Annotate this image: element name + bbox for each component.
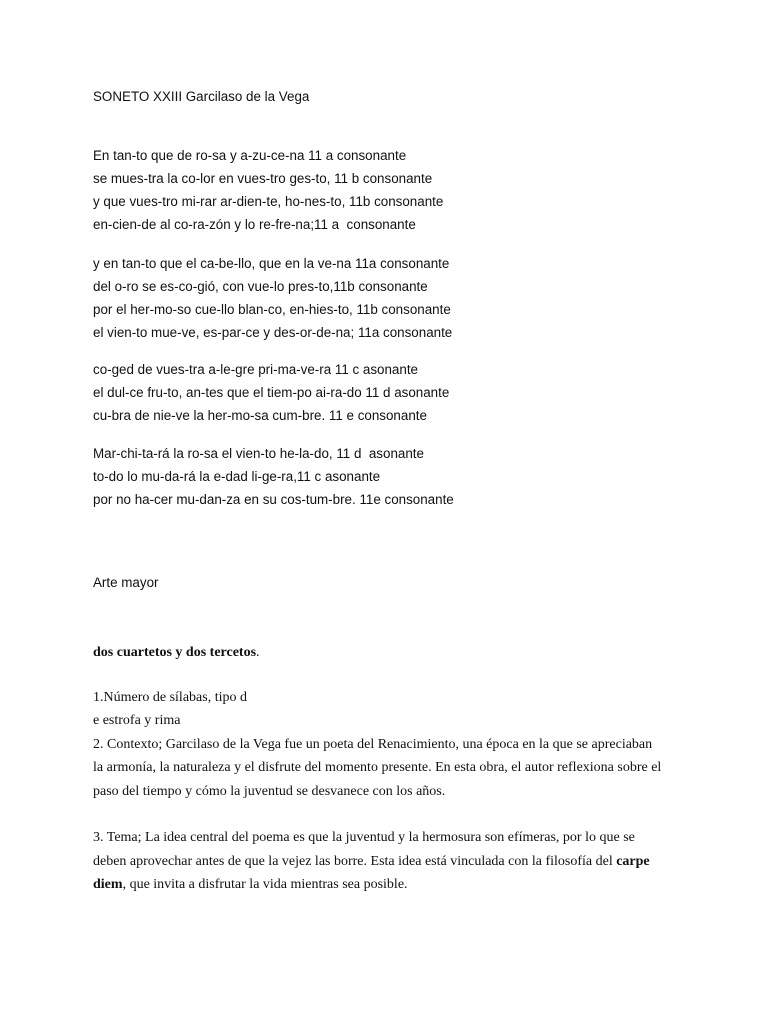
arte-mayor-label: Arte mayor — [93, 575, 159, 590]
verse-line: por no ha-cer mu-dan-za en su cos-tum-bre. 11e consonante — [93, 492, 454, 507]
analysis-section — [93, 686, 693, 897]
verse-line: se mues-tra la co-lor en vues-tro ges-to, 11 b consonante — [93, 171, 433, 186]
stanza-2 — [93, 252, 452, 344]
verse-line: el vien-to mue-ve, es-par-ce y des-or-de-na; 11a consonante — [93, 325, 453, 340]
verse-line: y que vues-tro mi-rar ar-dien-te, ho-nes-to, 11b consonante — [93, 194, 444, 209]
verse-line: por el her-mo-so cue-llo blan-co, en-hies-to, 11b consonante — [93, 302, 451, 317]
analysis-item-3-line-2 — [93, 850, 693, 873]
document-page — [93, 0, 693, 1024]
verse-line: del o-ro se es-co-gió, con vue-lo pres-to,11b consonante — [93, 279, 428, 294]
analysis-item-1-line-2: e estrofa y rima — [93, 713, 181, 729]
analysis-item-3-text-end: , que invita a disfrutar la vida mientras sea posible. — [122, 877, 408, 893]
stanza-3 — [93, 358, 449, 427]
verse-line: Mar-chi-ta-rá la ro-sa el vien-to he-la-do, 11 d asonante — [93, 446, 424, 461]
stanza-form-line — [93, 641, 260, 664]
verse-line: En tan-to que de ro-sa y a-zu-ce-na 11 a consonante — [93, 148, 407, 163]
carpe-bold: carpe — [616, 853, 650, 869]
analysis-item-2-line: 2. Contexto; Garcilaso de la Vega fue un poeta del Renacimiento, una época en la que se apreciaban — [93, 736, 653, 752]
diem-bold: diem — [93, 877, 123, 893]
stanza-4 — [93, 442, 454, 511]
analysis-item-1-line-1: 1.Número de sílabas, tipo d — [93, 690, 247, 705]
poem-title: SONETO XXIII Garcilaso de la Vega — [93, 89, 310, 104]
analysis-item-2-line: paso del tiempo y cómo la juventud se desvanece con los años. — [93, 783, 446, 799]
stanza-1 — [93, 144, 443, 236]
analysis-item-3-line-1: 3. Tema; La idea central del poema es que la juventud y la hermosura son efímeras, por lo que se — [93, 830, 635, 846]
verse-line: to-do lo mu-da-rá la e-dad li-ge-ra,11 c asonante — [93, 469, 381, 484]
verse-line: en-cien-de al co-ra-zón y lo re-fre-na;11 a consonante — [93, 217, 416, 232]
verse-line: y en tan-to que el ca-be-llo, que en la ve-na 11a consonante — [93, 256, 450, 271]
analysis-item-2-line: la armonía, la naturaleza y el disfrute del momento presente. En esta obra, el autor reflexiona sobre el — [93, 760, 662, 776]
verse-line: cu-bra de nie-ve la her-mo-sa cum-bre. 11 e consonante — [93, 408, 427, 423]
verse-line: el dul-ce fru-to, an-tes que el tiem-po ai-ra-do 11 d asonante — [93, 385, 450, 400]
stanza-form-period: . — [256, 645, 260, 660]
verse-line: co-ged de vues-tra a-le-gre pri-ma-ve-ra 11 c asonante — [93, 362, 418, 377]
analysis-item-3-text: deben aprovechar antes de que la vejez las borre. Esta idea está vinculada con la filosofía del — [93, 853, 617, 869]
analysis-item-3-line-3 — [93, 873, 693, 896]
paragraph-spacer — [93, 803, 693, 826]
stanza-form-bold: dos cuartetos y dos tercetos — [93, 645, 257, 660]
